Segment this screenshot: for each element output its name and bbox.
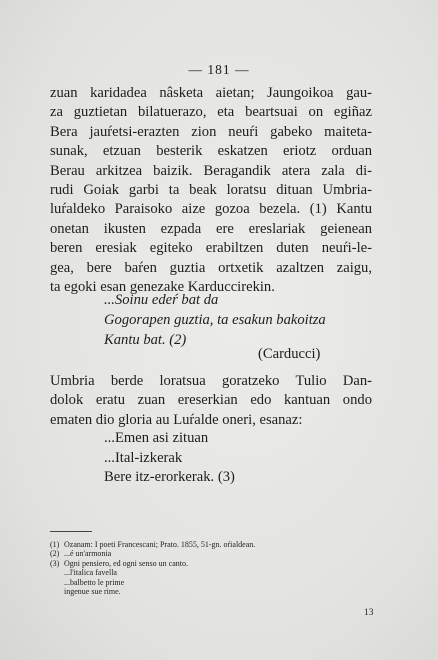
footnotes [50,540,370,596]
text-line: rudi Goiak garbi ta beak loratsu dituan Umbria- [50,182,372,199]
citation-carducci: (Carducci) [258,346,321,362]
poem-quote-2 [104,429,364,488]
text-line: luŕaldeko Paraisoko aize gozoa bezela. (1) Kantu [50,201,372,218]
text-line: sunak, etzuan besterik eskatzen eriotz orduan [50,143,372,160]
poem-line: ...Ital-izkerak [104,449,183,466]
text-line: gea, bere baŕen guztia ortxetik azaltzen zaigu, [50,259,372,276]
paragraph-1 [50,84,372,297]
footnote-text: ...l'italica favella [64,568,117,578]
text-line: beren eresiak egiteko erabiltzen duten neuŕi-le- [50,240,372,257]
footnote-text: ...é un'armonia [64,549,112,559]
footnote-text: ...balbetto le prime [64,577,125,587]
text-line: onetan ikusten ezpada ere ereslariak geienean [50,220,372,237]
poem-quote-1 [104,290,394,350]
poem-line: Bere itz-erorkerak. (3) [104,469,235,486]
poem-line: Kantu bat. (2) [104,332,187,348]
sheet-number: 13 [364,608,374,618]
footnote [50,568,370,577]
footnote [50,559,370,568]
footnote-divider [50,531,92,532]
footnote-mark: (1) [50,540,60,549]
footnote-text: ingenue sue rime. [64,587,121,597]
footnote [50,587,370,596]
footnote [50,549,370,558]
text-line: zuan karidadea nâsketa aietan; Jaungoikoa gau- [50,85,372,101]
poem-line: Gogorapen guztia, ta esakun bakoitza [104,312,326,328]
text-line: ta egoki esan genezake Karduccirekin. [50,279,275,296]
page-number: — 181 — [188,62,250,77]
text-line: Bera jauŕetsi-erazten zion neuŕi gabeko maiteta- [50,123,372,140]
text-line: Berau arkitzea baizik. Beragandik atera zala di- [50,162,372,179]
footnote-text: Ogni pensiero, ed ogni senso un canto. [64,558,188,568]
paragraph-2 [50,372,372,430]
footnote [50,540,370,549]
poem-line: ...Emen asi zituan [104,430,209,446]
footnote-mark: (2) [50,549,60,559]
text-line: ematen dio gloria au Luŕalde oneri, esanaz: [50,411,303,428]
poem-line: ...Soinu edeŕ bat da [104,292,219,308]
footnote-mark: (3) [50,558,60,568]
text-line: Umbria berde loratsua goratzeko Tulio Dan- [50,373,372,389]
text-line: za guztietan bilatuerazo, eta beartsuai on egiñaz [50,104,372,121]
footnote-text: Ozanam: I poeti Francescani; Prato. 1855, 51-gn. oŕialdean. [64,540,256,549]
text-line: dolok eratu zuan ereserkian edo kantuan ondo [50,392,372,409]
footnote [50,578,370,587]
